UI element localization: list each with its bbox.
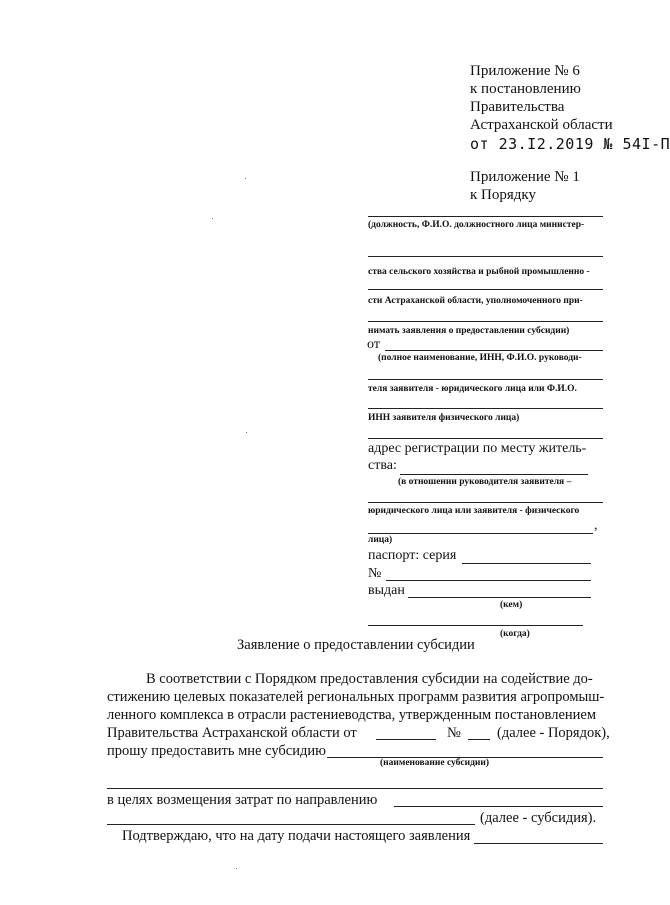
paragraph-line: В соответствии с Порядком предоставления субсидии на содействие до- [146, 671, 593, 687]
issued-by-field[interactable] [408, 597, 591, 598]
scan-speck [212, 218, 213, 219]
purpose-field[interactable] [394, 806, 603, 807]
scan-speck [245, 178, 246, 179]
recipient-hint: нимать заявления о предоставлении субсидии) [368, 326, 570, 336]
from-label: от [367, 337, 380, 352]
number-sign: № [447, 725, 461, 741]
issued-date-field[interactable] [368, 625, 583, 626]
purpose-label: в целях возмещения затрат по направлению [107, 792, 378, 808]
confirm-field[interactable] [474, 843, 603, 844]
confirm-text: Подтверждаю, что на дату подачи настоящего заявления [122, 828, 471, 844]
resolution-date-field[interactable] [376, 739, 436, 740]
subsidy-name-field-2[interactable] [107, 788, 603, 789]
address-field-line[interactable] [368, 533, 593, 534]
applicant-field-line[interactable] [368, 408, 603, 409]
address-hint: лица) [368, 535, 393, 545]
issued-date-hint: (когда) [500, 629, 530, 639]
resolution-date-number: от 23.I2.2019 № 54I-П [470, 135, 670, 153]
applicant-hint: ИНН заявителя физического лица) [368, 413, 520, 423]
address-field-line[interactable] [368, 502, 603, 503]
applicant-hint: (полное наименование, ИНН, Ф.И.О. руководи- [378, 353, 582, 363]
address-label: адрес регистрации по месту житель- [368, 441, 587, 456]
address-comma: , [594, 518, 598, 533]
procedure-ref: (далее - Порядок), [497, 725, 610, 741]
address-field-line[interactable] [400, 474, 588, 475]
address-label-cont: ства: [368, 458, 397, 473]
recipient-hint: ства сельского хозяйства и рыбной промышленно - [368, 267, 590, 277]
subsidy-ref: (далее - субсидия). [480, 810, 597, 826]
applicant-field-line[interactable] [385, 350, 603, 351]
recipient-hint: сти Астраханской области, уполномоченного при- [368, 296, 583, 306]
scan-speck [246, 432, 247, 433]
paragraph-line: ленного комплекса в отрасли растениеводства, утвержденным постановлением [107, 707, 597, 723]
passport-number-label: № [368, 566, 382, 581]
applicant-field-line[interactable] [368, 438, 603, 439]
applicant-hint: теля заявителя - юридического лица или Ф.И.О. [368, 384, 577, 394]
applicant-field-line[interactable] [368, 379, 603, 380]
appendix-6-line: Приложение № 6 [470, 63, 580, 79]
paragraph-line: Правительства Астраханской области от [107, 725, 357, 741]
government-line: Правительства [470, 99, 565, 115]
to-resolution-line: к постановлению [470, 81, 581, 97]
subsidy-name-hint: (наименование субсидии) [380, 758, 490, 768]
scan-speck [236, 868, 237, 869]
issued-by-hint: (кем) [500, 600, 523, 610]
passport-series-field[interactable] [462, 563, 591, 564]
recipient-field-line[interactable] [368, 289, 603, 290]
recipient-field-line[interactable] [368, 256, 603, 257]
issued-label: выдан [368, 583, 405, 598]
recipient-field-line[interactable] [368, 216, 603, 217]
address-hint: юридического лица или заявителя - физического [368, 506, 580, 516]
request-text: прошу предоставить мне субсидию [107, 743, 326, 759]
recipient-hint: (должность, Ф.И.О. должностного лица министер- [368, 220, 585, 230]
passport-series-label: паспорт: серия [368, 548, 457, 563]
document-title: Заявление о предоставлении субсидии [237, 637, 475, 653]
passport-number-field[interactable] [386, 580, 591, 581]
region-line: Астраханской области [470, 117, 613, 133]
paragraph-line: стижению целевых показателей региональных программ развития агропромыш- [107, 689, 605, 705]
recipient-field-line[interactable] [368, 321, 603, 322]
to-procedure-line: к Порядку [470, 187, 536, 203]
appendix-1-line: Приложение № 1 [470, 169, 580, 185]
purpose-field-2[interactable] [107, 824, 475, 825]
resolution-number-field[interactable] [468, 739, 490, 740]
address-hint: (в отношении руководителя заявителя – [398, 477, 572, 487]
